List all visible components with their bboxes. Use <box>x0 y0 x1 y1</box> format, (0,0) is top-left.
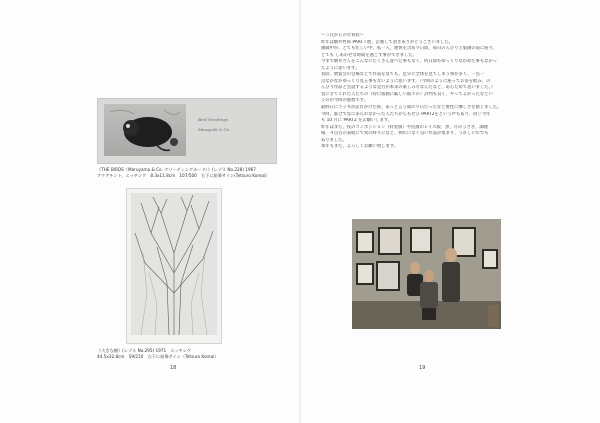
page-number-left: 18 <box>170 365 177 371</box>
tree-branches <box>135 195 213 335</box>
small-bird <box>170 138 178 146</box>
paragraph-line: うのが今回の感想です。 <box>321 98 368 104</box>
gallery-photo-image <box>352 219 501 329</box>
inscription-line: Masayuki & Co. <box>198 127 231 132</box>
paragraph-line: 今回、都合で見に来られなかった人たちからもぜひ PART2をという声もあり、同じ今年 <box>321 111 491 117</box>
paragraph-line: 昨年は駒井哲郎 PART I 展、企画して頂きありがとうございました。 <box>321 39 453 45</box>
paragraph-line: とても しあわせな時間を過ごす事ができました。 <box>321 52 417 58</box>
person-front-body <box>420 282 438 308</box>
person-standing-body <box>442 262 460 302</box>
print-mat <box>378 263 398 289</box>
page-number-right: 19 <box>419 365 426 371</box>
paragraph-line: ～５氏からの年賀状～ <box>321 33 364 38</box>
inscription-title: Bird Greetings <box>198 117 228 122</box>
paragraph-line: 画廊中が、とても忙しい中、私一人、連休を含め９日間、毎日のんびりと版画の前に座り、 <box>321 46 498 52</box>
paragraph-line: 場、４点目の表紙にて愛の終りになど、例年になく良い作品が集まり、うれしい年でも <box>321 131 489 137</box>
person-front-legs <box>422 308 436 320</box>
print-mat <box>412 229 430 251</box>
print-mat <box>380 229 400 253</box>
print-mat <box>358 265 372 283</box>
person-standing-head <box>445 248 457 262</box>
bird-eye <box>126 124 130 128</box>
paragraph-line: ありました。 <box>321 137 347 143</box>
paragraph-line: 点なかなかゆっくり見る事もないように思います。（今回のように座ってお茶を飲み、の <box>321 78 491 84</box>
print-mat <box>358 233 372 251</box>
caption-line: 《大きな樹》(レゾネ No.295) 1971 エッチング <box>97 348 191 353</box>
scratch-line <box>164 110 180 115</box>
caption-line: 44.5x32.8cm 59/210 右下に鉛筆サイン（Tetsuro Komai） <box>97 353 219 359</box>
bird-head <box>123 120 139 136</box>
caption-line: 《THE BIRDS（Maruyama & Co. グリーティングカード）》(レゾネ No.228) 1967 <box>97 167 256 172</box>
scratch-line <box>110 110 134 114</box>
print-plate <box>104 104 186 156</box>
print-mat <box>484 251 496 267</box>
person-sitting-head <box>410 262 420 274</box>
left-page <box>0 0 299 423</box>
table-leg <box>488 305 498 327</box>
paragraph-line: 最終日にラッキが訪れかけた時、あっと言う間の９日だったなと無性に淋しさを感じました。 <box>321 105 502 111</box>
tree-etching-image <box>131 193 217 335</box>
paragraph-line: も 10 月に PART2 をお願いします。 <box>321 118 393 124</box>
paragraph-line: 見にきてくれた人たちの（特に版画に厳しい面々の）評判も良く、やってよかったなとい <box>321 91 493 97</box>
paragraph-line: 本年もまた、よろしくお願い致します。 <box>321 144 398 150</box>
caption-print2 <box>97 348 219 359</box>
print-mat <box>454 229 474 255</box>
paragraph-line: 今まで駒井さんをこんなにたくさん並べた事もなく、何日間もゆっくりながめた事もなかっ <box>321 59 498 65</box>
paragraph-line: んびり作品と会話するような見方が本来の楽しみ方なんだなと、あらためて思いました。） <box>321 85 496 91</box>
person-front-head <box>424 270 434 282</box>
caption-print1 <box>97 167 267 178</box>
print-plate <box>131 193 217 335</box>
gallery-photo <box>352 219 501 329</box>
print-the-birds <box>97 98 277 164</box>
paragraph-line: たように思います。 <box>321 65 360 71</box>
print-big-tree <box>126 188 222 344</box>
right-page <box>301 0 600 423</box>
paragraph-line: 昨年はまた、夜のコンポジション（特装版）や尻散のレイス版、黒、月のうさぎ、調理 <box>321 124 488 130</box>
caption-line: アクアチント、エッチング 8.3x11.8cm 107/500 右下に鉛筆サイン(Tetsuro Komai) <box>97 172 267 178</box>
bird-etching-image <box>104 104 186 156</box>
letter-text <box>321 33 536 151</box>
paragraph-line: 普段、展覧会の会場などで作品を見ても、足早に全体を見てしまう事が多く、一点一 <box>321 72 485 78</box>
